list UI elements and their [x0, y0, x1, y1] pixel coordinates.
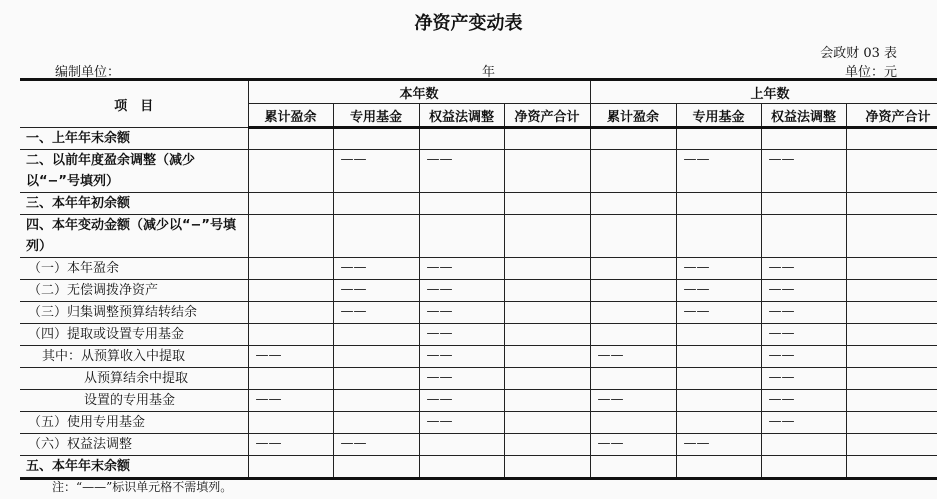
value-cell[interactable]	[846, 215, 937, 258]
row-label: （一）本年盈余	[20, 258, 248, 280]
value-cell[interactable]	[248, 368, 333, 390]
value-cell[interactable]	[676, 412, 761, 434]
value-cell[interactable]	[590, 193, 676, 215]
not-applicable-cell: ——	[676, 258, 761, 280]
not-applicable-cell: ——	[590, 390, 676, 412]
value-cell[interactable]	[248, 280, 333, 302]
value-cell[interactable]	[761, 456, 846, 479]
not-applicable-cell: ——	[761, 280, 846, 302]
table-row	[20, 193, 937, 215]
not-applicable-cell: ——	[761, 324, 846, 346]
net-assets-change-table	[20, 78, 937, 480]
value-cell[interactable]	[676, 324, 761, 346]
value-cell[interactable]	[676, 128, 761, 150]
value-cell[interactable]	[676, 346, 761, 368]
not-applicable-cell: ——	[419, 280, 504, 302]
not-applicable-cell: ——	[333, 302, 419, 324]
column-header: 专用基金	[333, 104, 419, 128]
value-cell[interactable]	[419, 193, 504, 215]
unit-label: 单位：元	[844, 65, 897, 80]
value-cell[interactable]	[248, 258, 333, 280]
value-cell[interactable]	[504, 128, 590, 150]
value-cell[interactable]	[590, 280, 676, 302]
value-cell[interactable]	[248, 193, 333, 215]
not-applicable-cell: ——	[248, 390, 333, 412]
value-cell[interactable]	[333, 390, 419, 412]
value-cell[interactable]	[590, 412, 676, 434]
not-applicable-cell: ——	[248, 346, 333, 368]
not-applicable-cell: ——	[333, 280, 419, 302]
not-applicable-cell: ——	[419, 346, 504, 368]
value-cell[interactable]	[504, 434, 590, 456]
not-applicable-cell: ——	[419, 324, 504, 346]
value-cell[interactable]	[590, 258, 676, 280]
value-cell[interactable]	[590, 150, 676, 193]
row-label: 其中：从预算收入中提取	[20, 346, 248, 368]
not-applicable-cell: ——	[333, 258, 419, 280]
value-cell[interactable]	[248, 215, 333, 258]
value-cell[interactable]	[504, 150, 590, 193]
not-applicable-cell: ——	[676, 280, 761, 302]
value-cell[interactable]	[333, 346, 419, 368]
value-cell[interactable]	[248, 412, 333, 434]
value-cell[interactable]	[761, 215, 846, 258]
value-cell[interactable]	[676, 368, 761, 390]
value-cell[interactable]	[333, 456, 419, 479]
value-cell[interactable]	[333, 193, 419, 215]
column-header: 权益法调整	[419, 104, 504, 128]
not-applicable-cell: ——	[761, 368, 846, 390]
value-cell[interactable]	[504, 193, 590, 215]
column-header: 净资产合计	[504, 104, 590, 128]
value-cell[interactable]	[590, 456, 676, 479]
value-cell[interactable]	[504, 215, 590, 258]
row-label: 五、本年年末余额	[20, 456, 248, 479]
column-header: 权益法调整	[761, 104, 846, 128]
column-header: 净资产合计	[846, 104, 937, 128]
value-cell[interactable]	[846, 258, 937, 280]
not-applicable-cell: ——	[761, 412, 846, 434]
not-applicable-cell: ——	[761, 302, 846, 324]
value-cell[interactable]	[676, 456, 761, 479]
value-cell[interactable]	[846, 280, 937, 302]
not-applicable-cell: ——	[761, 258, 846, 280]
not-applicable-cell: ——	[590, 346, 676, 368]
value-cell[interactable]	[590, 368, 676, 390]
value-cell[interactable]	[419, 215, 504, 258]
header-item: 项 目	[20, 80, 248, 128]
row-label: 四、本年变动金额（减少以“−”号填列）	[20, 215, 248, 258]
not-applicable-cell: ——	[419, 390, 504, 412]
not-applicable-cell: ——	[248, 434, 333, 456]
value-cell[interactable]	[333, 215, 419, 258]
value-cell[interactable]	[846, 368, 937, 390]
column-header: 累计盈余	[590, 104, 676, 128]
value-cell[interactable]	[504, 302, 590, 324]
value-cell[interactable]	[248, 324, 333, 346]
value-cell[interactable]	[419, 456, 504, 479]
row-label: 一、上年年末余额	[20, 128, 248, 150]
table-row	[20, 390, 937, 412]
value-cell[interactable]	[333, 412, 419, 434]
header-current-year: 本年数	[248, 80, 590, 104]
value-cell[interactable]	[846, 456, 937, 479]
row-label: 二、以前年度盈余调整（减少以“−”号填列）	[20, 150, 248, 193]
form-number: 会政财 03 表	[820, 46, 897, 61]
header-prior-year: 上年数	[590, 80, 937, 104]
column-header: 专用基金	[676, 104, 761, 128]
not-applicable-cell: ——	[419, 412, 504, 434]
value-cell[interactable]	[333, 368, 419, 390]
value-cell[interactable]	[504, 390, 590, 412]
row-label: （二）无偿调拨净资产	[20, 280, 248, 302]
not-applicable-cell: ——	[419, 150, 504, 193]
table-row	[20, 412, 937, 434]
value-cell[interactable]	[504, 368, 590, 390]
table-row	[20, 456, 937, 479]
value-cell[interactable]	[504, 412, 590, 434]
value-cell[interactable]	[248, 150, 333, 193]
value-cell[interactable]	[846, 150, 937, 193]
value-cell[interactable]	[504, 346, 590, 368]
value-cell[interactable]	[846, 302, 937, 324]
value-cell[interactable]	[761, 193, 846, 215]
value-cell[interactable]	[846, 412, 937, 434]
value-cell[interactable]	[333, 128, 419, 150]
value-cell[interactable]	[590, 324, 676, 346]
value-cell[interactable]	[761, 434, 846, 456]
value-cell[interactable]	[504, 456, 590, 479]
row-label: 设置的专用基金	[20, 390, 248, 412]
value-cell[interactable]	[248, 302, 333, 324]
value-cell[interactable]	[846, 193, 937, 215]
not-applicable-cell: ——	[676, 302, 761, 324]
row-label: （四）提取或设置专用基金	[20, 324, 248, 346]
table-row	[20, 280, 937, 302]
table-row	[20, 258, 937, 280]
value-cell[interactable]	[504, 280, 590, 302]
value-cell[interactable]	[504, 324, 590, 346]
not-applicable-cell: ——	[419, 302, 504, 324]
value-cell[interactable]	[846, 324, 937, 346]
table-row	[20, 434, 937, 456]
not-applicable-cell: ——	[676, 150, 761, 193]
column-header: 累计盈余	[248, 104, 333, 128]
not-applicable-cell: ——	[761, 346, 846, 368]
table-row	[20, 324, 937, 346]
row-label: 三、本年年初余额	[20, 193, 248, 215]
value-cell[interactable]	[590, 215, 676, 258]
table-row	[20, 302, 937, 324]
row-label: （三）归集调整预算结转结余	[20, 302, 248, 324]
value-cell[interactable]	[419, 434, 504, 456]
value-cell[interactable]	[248, 128, 333, 150]
not-applicable-cell: ——	[676, 434, 761, 456]
not-applicable-cell: ——	[333, 150, 419, 193]
value-cell[interactable]	[248, 456, 333, 479]
value-cell[interactable]	[761, 128, 846, 150]
value-cell[interactable]	[676, 215, 761, 258]
value-cell[interactable]	[676, 193, 761, 215]
table-row	[20, 150, 937, 193]
value-cell[interactable]	[846, 390, 937, 412]
table-row	[20, 346, 937, 368]
not-applicable-cell: ——	[761, 150, 846, 193]
value-cell[interactable]	[333, 324, 419, 346]
value-cell[interactable]	[846, 346, 937, 368]
table-row	[20, 215, 937, 258]
value-cell[interactable]	[846, 128, 937, 150]
value-cell[interactable]	[504, 258, 590, 280]
table-row	[20, 368, 937, 390]
value-cell[interactable]	[419, 128, 504, 150]
not-applicable-cell: ——	[419, 258, 504, 280]
not-applicable-cell: ——	[590, 434, 676, 456]
not-applicable-cell: ——	[761, 390, 846, 412]
value-cell[interactable]	[590, 302, 676, 324]
page-title: 净资产变动表	[414, 13, 523, 34]
not-applicable-cell: ——	[419, 368, 504, 390]
row-label: （六）权益法调整	[20, 434, 248, 456]
table-row	[20, 128, 937, 150]
value-cell[interactable]	[846, 434, 937, 456]
not-applicable-cell: ——	[333, 434, 419, 456]
value-cell[interactable]	[676, 390, 761, 412]
value-cell[interactable]	[590, 128, 676, 150]
year-label: 年	[482, 65, 496, 80]
row-label: 从预算结余中提取	[20, 368, 248, 390]
footnote: 注：“——”标识单元格不需填列。	[52, 480, 233, 494]
row-label: （五）使用专用基金	[20, 412, 248, 434]
prepared-by-label: 编制单位：	[55, 65, 121, 80]
